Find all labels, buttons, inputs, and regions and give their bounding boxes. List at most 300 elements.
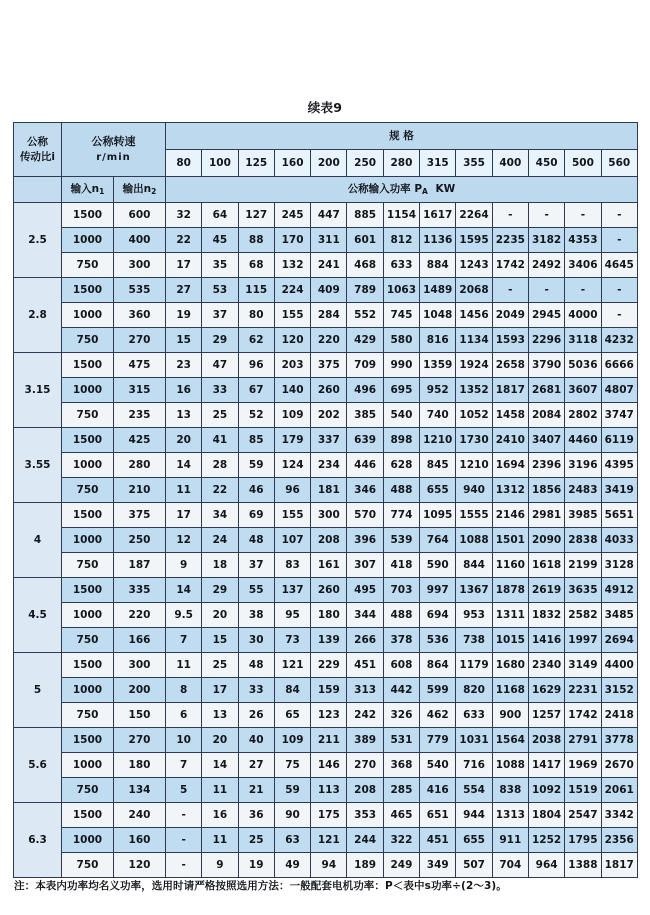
power-cell: 442: [383, 678, 419, 703]
power-cell: 495: [347, 578, 383, 603]
power-cell: -: [528, 203, 564, 228]
power-cell: 2068: [456, 278, 492, 303]
power-cell: 25: [238, 828, 274, 853]
power-cell: 137: [274, 578, 310, 603]
power-cell: 284: [311, 303, 347, 328]
power-cell: 322: [383, 828, 419, 853]
power-cell: 900: [492, 703, 528, 728]
power-cell: 940: [456, 478, 492, 503]
output-speed-cell: 280: [114, 453, 166, 478]
power-cell: 990: [383, 353, 419, 378]
power-cell: 109: [274, 403, 310, 428]
power-cell: 885: [347, 203, 383, 228]
power-cell: 6119: [601, 428, 637, 453]
power-cell: 531: [383, 728, 419, 753]
power-cell: 13: [202, 703, 238, 728]
power-cell: 326: [383, 703, 419, 728]
output-speed-cell: 250: [114, 528, 166, 553]
output-speed-cell: 300: [114, 653, 166, 678]
power-cell: 1856: [528, 478, 564, 503]
input-speed-cell: 1000: [62, 453, 114, 478]
power-cell: 46: [238, 478, 274, 503]
power-cell: 633: [383, 253, 419, 278]
output-speed-cell: 134: [114, 778, 166, 803]
table-row: [14, 378, 638, 403]
input-speed-cell: 750: [62, 328, 114, 353]
power-cell: 1969: [565, 753, 601, 778]
power-cell: 1924: [456, 353, 492, 378]
power-cell: 1388: [565, 853, 601, 878]
power-cell: 2340: [528, 653, 564, 678]
table-row: [14, 628, 638, 653]
power-cell: 1489: [420, 278, 456, 303]
power-cell: 3407: [528, 428, 564, 453]
power-cell: 181: [311, 478, 347, 503]
power-cell: 2547: [565, 803, 601, 828]
power-cell: 27: [166, 278, 202, 303]
power-cell: 944: [456, 803, 492, 828]
power-cell: 898: [383, 428, 419, 453]
table-row: [14, 303, 638, 328]
header-input-sub: 1: [99, 187, 105, 197]
power-cell: 12: [166, 528, 202, 553]
power-cell: 1168: [492, 678, 528, 703]
ratio-cell: 4.5: [14, 578, 62, 653]
power-cell: 73: [274, 628, 310, 653]
power-cell: 132: [274, 253, 310, 278]
power-cell: 1160: [492, 553, 528, 578]
power-cell: 633: [456, 703, 492, 728]
header-size-80: 80: [166, 150, 202, 177]
header-size-280: 280: [383, 150, 419, 177]
power-cell: 2296: [528, 328, 564, 353]
input-speed-cell: 1500: [62, 578, 114, 603]
table-row: [14, 453, 638, 478]
power-cell: 139: [311, 628, 347, 653]
power-cell: 20: [166, 428, 202, 453]
table-body: [14, 203, 638, 878]
power-cell: 17: [166, 253, 202, 278]
ratio-cell: 2.5: [14, 203, 62, 278]
input-speed-cell: 1500: [62, 203, 114, 228]
power-cell: 155: [274, 303, 310, 328]
output-speed-cell: 315: [114, 378, 166, 403]
power-cell: 67: [238, 378, 274, 403]
power-cell: 11: [166, 653, 202, 678]
power-cell: 30: [238, 628, 274, 653]
power-cell: 24: [202, 528, 238, 553]
power-cell: 11: [202, 828, 238, 853]
table-row: [14, 328, 638, 353]
power-cell: 260: [311, 578, 347, 603]
power-cell: 344: [347, 603, 383, 628]
power-cell: 55: [238, 578, 274, 603]
power-cell: 1154: [383, 203, 419, 228]
power-cell: 311: [311, 228, 347, 253]
power-cell: 1730: [456, 428, 492, 453]
input-speed-cell: 1500: [62, 653, 114, 678]
power-cell: 121: [274, 653, 310, 678]
power-cell: 14: [166, 453, 202, 478]
power-cell: -: [601, 228, 637, 253]
power-cell: 451: [420, 828, 456, 853]
power-cell: 745: [383, 303, 419, 328]
power-cell: 539: [383, 528, 419, 553]
power-cell: 389: [347, 728, 383, 753]
output-speed-cell: 270: [114, 728, 166, 753]
power-cell: 242: [347, 703, 383, 728]
power-cell: 1359: [420, 353, 456, 378]
power-cell: 2410: [492, 428, 528, 453]
output-speed-cell: 235: [114, 403, 166, 428]
power-cell: 241: [311, 253, 347, 278]
power-cell: 62: [238, 328, 274, 353]
power-cell: 94: [311, 853, 347, 878]
power-cell: 260: [311, 378, 347, 403]
power-cell: 266: [347, 628, 383, 653]
power-cell: 496: [347, 378, 383, 403]
power-cell: 385: [347, 403, 383, 428]
header-size-100: 100: [202, 150, 238, 177]
power-cell: 1136: [420, 228, 456, 253]
input-speed-cell: 1500: [62, 503, 114, 528]
power-cell: 2061: [601, 778, 637, 803]
header-output-speed: [114, 177, 166, 203]
power-cell: 1795: [565, 828, 601, 853]
output-speed-cell: 120: [114, 853, 166, 878]
power-cell: 313: [347, 678, 383, 703]
power-cell: 1210: [420, 428, 456, 453]
table-row: [14, 528, 638, 553]
power-cell: 10: [166, 728, 202, 753]
power-cell: 838: [492, 778, 528, 803]
power-cell: 5: [166, 778, 202, 803]
power-cell: 789: [347, 278, 383, 303]
power-cell: 1311: [492, 603, 528, 628]
header-power-label: [166, 177, 638, 203]
power-cell: 694: [420, 603, 456, 628]
power-cell: 270: [347, 753, 383, 778]
power-cell: 161: [311, 553, 347, 578]
input-speed-cell: 750: [62, 553, 114, 578]
header-size-125: 125: [238, 150, 274, 177]
power-cell: 175: [311, 803, 347, 828]
power-cell: 1680: [492, 653, 528, 678]
power-cell: 34: [202, 503, 238, 528]
power-cell: 349: [420, 853, 456, 878]
power-cell: -: [565, 278, 601, 303]
power-cell: 3406: [565, 253, 601, 278]
power-cell: 16: [202, 803, 238, 828]
power-cell: 570: [347, 503, 383, 528]
power-cell: 120: [274, 328, 310, 353]
output-speed-cell: 475: [114, 353, 166, 378]
power-cell: 285: [383, 778, 419, 803]
power-cell: 540: [383, 403, 419, 428]
power-cell: 180: [311, 603, 347, 628]
power-cell: 17: [202, 678, 238, 703]
output-speed-cell: 400: [114, 228, 166, 253]
power-cell: 21: [238, 778, 274, 803]
input-speed-cell: 750: [62, 253, 114, 278]
table-row: [14, 728, 638, 753]
output-speed-cell: 300: [114, 253, 166, 278]
power-cell: 1564: [492, 728, 528, 753]
header-size-400: 400: [492, 150, 528, 177]
power-cell: 7: [166, 628, 202, 653]
power-cell: 1519: [565, 778, 601, 803]
power-cell: 307: [347, 553, 383, 578]
power-cell: 20: [202, 603, 238, 628]
power-cell: 2396: [528, 453, 564, 478]
power-cell: 1352: [456, 378, 492, 403]
power-cell: 2981: [528, 503, 564, 528]
power-cell: 155: [274, 503, 310, 528]
power-cell: 96: [238, 353, 274, 378]
power-cell: 2146: [492, 503, 528, 528]
power-cell: 83: [274, 553, 310, 578]
power-cell: 2492: [528, 253, 564, 278]
table-row: [14, 828, 638, 853]
power-cell: 48: [238, 528, 274, 553]
input-speed-cell: 1000: [62, 603, 114, 628]
power-cell: -: [565, 203, 601, 228]
power-cell: 1063: [383, 278, 419, 303]
power-cell: 911: [492, 828, 528, 853]
power-cell: 2084: [528, 403, 564, 428]
power-cell: 4395: [601, 453, 637, 478]
table-row: [14, 403, 638, 428]
header-row-top: [14, 123, 638, 150]
table-row: [14, 803, 638, 828]
power-cell: 14: [166, 578, 202, 603]
power-cell: -: [601, 278, 637, 303]
power-cell: -: [166, 803, 202, 828]
power-cell: 416: [420, 778, 456, 803]
power-cell: 3747: [601, 403, 637, 428]
power-cell: 244: [347, 828, 383, 853]
power-cell: 18: [202, 553, 238, 578]
table-row: [14, 503, 638, 528]
power-cell: 601: [347, 228, 383, 253]
table-row: [14, 678, 638, 703]
power-cell: 655: [456, 828, 492, 853]
power-cell: 16: [166, 378, 202, 403]
power-cell: 488: [383, 603, 419, 628]
power-cell: 2670: [601, 753, 637, 778]
power-cell: 3118: [565, 328, 601, 353]
power-cell: 11: [202, 778, 238, 803]
table-row: [14, 703, 638, 728]
power-cell: 451: [347, 653, 383, 678]
input-speed-cell: 750: [62, 778, 114, 803]
power-cell: 75: [274, 753, 310, 778]
power-cell: 2838: [565, 528, 601, 553]
power-cell: 346: [347, 478, 383, 503]
power-cell: 300: [311, 503, 347, 528]
header-power-text: 公称输入功率 P: [347, 183, 423, 196]
power-cell: 36: [238, 803, 274, 828]
power-cell: 140: [274, 378, 310, 403]
power-cell: 37: [202, 303, 238, 328]
power-cell: -: [528, 278, 564, 303]
table-row: [14, 778, 638, 803]
power-cell: 375: [311, 353, 347, 378]
power-cell: 208: [347, 778, 383, 803]
table-row: [14, 278, 638, 303]
power-cell: 3182: [528, 228, 564, 253]
table-row: [14, 228, 638, 253]
power-cell: 997: [420, 578, 456, 603]
power-cell: 3342: [601, 803, 637, 828]
power-cell: 1088: [492, 753, 528, 778]
power-cell: 651: [420, 803, 456, 828]
power-cell: 3128: [601, 553, 637, 578]
power-cell: 4353: [565, 228, 601, 253]
power-cell: 2483: [565, 478, 601, 503]
header-speed-unit: r/min: [96, 151, 131, 163]
power-cell: 245: [274, 203, 310, 228]
power-cell: 3419: [601, 478, 637, 503]
power-cell: 608: [383, 653, 419, 678]
power-cell: 2802: [565, 403, 601, 428]
power-cell: 738: [456, 628, 492, 653]
power-cell: 2681: [528, 378, 564, 403]
power-cell: 4807: [601, 378, 637, 403]
power-cell: 3149: [565, 653, 601, 678]
power-cell: 4912: [601, 578, 637, 603]
power-cell: 764: [420, 528, 456, 553]
power-cell: 3485: [601, 603, 637, 628]
table-row: [14, 353, 638, 378]
power-cell: 5651: [601, 503, 637, 528]
power-cell: 1617: [420, 203, 456, 228]
power-cell: 115: [238, 278, 274, 303]
power-cell: 52: [238, 403, 274, 428]
power-cell: 113: [311, 778, 347, 803]
table-footnote: 注：本表内功率均名义功率，选用时请严格按照选用方法：一般配套电机功率：P＜表中s功率÷(2～3)。: [14, 880, 507, 892]
power-cell: 121: [311, 828, 347, 853]
power-cell: 35: [202, 253, 238, 278]
power-cell: 220: [311, 328, 347, 353]
output-speed-cell: 360: [114, 303, 166, 328]
power-cell: 19: [166, 303, 202, 328]
header-spec-group: 规 格: [166, 123, 638, 150]
output-speed-cell: 187: [114, 553, 166, 578]
power-cell: 109: [274, 728, 310, 753]
power-cell: 1095: [420, 503, 456, 528]
power-cell: 1257: [528, 703, 564, 728]
power-cell: 845: [420, 453, 456, 478]
output-speed-cell: 270: [114, 328, 166, 353]
power-cell: 11: [166, 478, 202, 503]
power-cell: 1742: [492, 253, 528, 278]
power-cell: 1312: [492, 478, 528, 503]
input-speed-cell: 1500: [62, 278, 114, 303]
power-cell: 9: [202, 853, 238, 878]
table-row: [14, 853, 638, 878]
power-cell: 709: [347, 353, 383, 378]
input-speed-cell: 1000: [62, 528, 114, 553]
power-cell: 6: [166, 703, 202, 728]
output-speed-cell: 180: [114, 753, 166, 778]
power-cell: 33: [238, 678, 274, 703]
header-power-unit: KW: [435, 183, 456, 196]
power-cell: 7: [166, 753, 202, 778]
power-cell: 28: [202, 453, 238, 478]
power-cell: 38: [238, 603, 274, 628]
power-cell: 68: [238, 253, 274, 278]
power-cell: 820: [456, 678, 492, 703]
power-cell: 1031: [456, 728, 492, 753]
input-speed-cell: 1500: [62, 803, 114, 828]
input-speed-cell: 750: [62, 478, 114, 503]
power-cell: 64: [202, 203, 238, 228]
header-ratio-line2: 传动比i: [19, 150, 56, 163]
power-cell: 552: [347, 303, 383, 328]
power-cell: 5036: [565, 353, 601, 378]
power-cell: 418: [383, 553, 419, 578]
power-cell: 1629: [528, 678, 564, 703]
power-cell: 409: [311, 278, 347, 303]
power-cell: 14: [202, 753, 238, 778]
power-cell: 123: [311, 703, 347, 728]
power-cell: 45: [202, 228, 238, 253]
power-cell: 203: [274, 353, 310, 378]
table-head: [14, 123, 638, 203]
power-cell: 1134: [456, 328, 492, 353]
power-cell: 1997: [565, 628, 601, 653]
header-size-160: 160: [274, 150, 310, 177]
power-cell: 29: [202, 328, 238, 353]
power-cell: 396: [347, 528, 383, 553]
power-cell: 779: [420, 728, 456, 753]
power-cell: 1252: [528, 828, 564, 853]
power-cell: 189: [347, 853, 383, 878]
power-cell: 740: [420, 403, 456, 428]
output-speed-cell: 240: [114, 803, 166, 828]
header-size-450: 450: [528, 150, 564, 177]
ratio-cell: 5.6: [14, 728, 62, 803]
power-cell: 2791: [565, 728, 601, 753]
header-speed-label: 公称转速: [91, 134, 136, 148]
header-row-io: [14, 177, 638, 203]
header-size-355: 355: [456, 150, 492, 177]
power-cell: 15: [166, 328, 202, 353]
power-cell: 1088: [456, 528, 492, 553]
input-speed-cell: 1000: [62, 228, 114, 253]
power-cell: 170: [274, 228, 310, 253]
power-cell: -: [166, 828, 202, 853]
header-size-250: 250: [347, 150, 383, 177]
power-cell: 1817: [601, 853, 637, 878]
power-cell: 33: [202, 378, 238, 403]
power-cell: 1618: [528, 553, 564, 578]
power-cell: 1052: [456, 403, 492, 428]
power-cell: 146: [311, 753, 347, 778]
power-cell: 3778: [601, 728, 637, 753]
power-cell: 2231: [565, 678, 601, 703]
power-cell: 864: [420, 653, 456, 678]
power-cell: 53: [202, 278, 238, 303]
power-cell: 2619: [528, 578, 564, 603]
power-cell: 952: [420, 378, 456, 403]
table-row: [14, 753, 638, 778]
power-cell: 25: [202, 653, 238, 678]
power-cell: 1878: [492, 578, 528, 603]
power-cell: 580: [383, 328, 419, 353]
power-cell: 41: [202, 428, 238, 453]
